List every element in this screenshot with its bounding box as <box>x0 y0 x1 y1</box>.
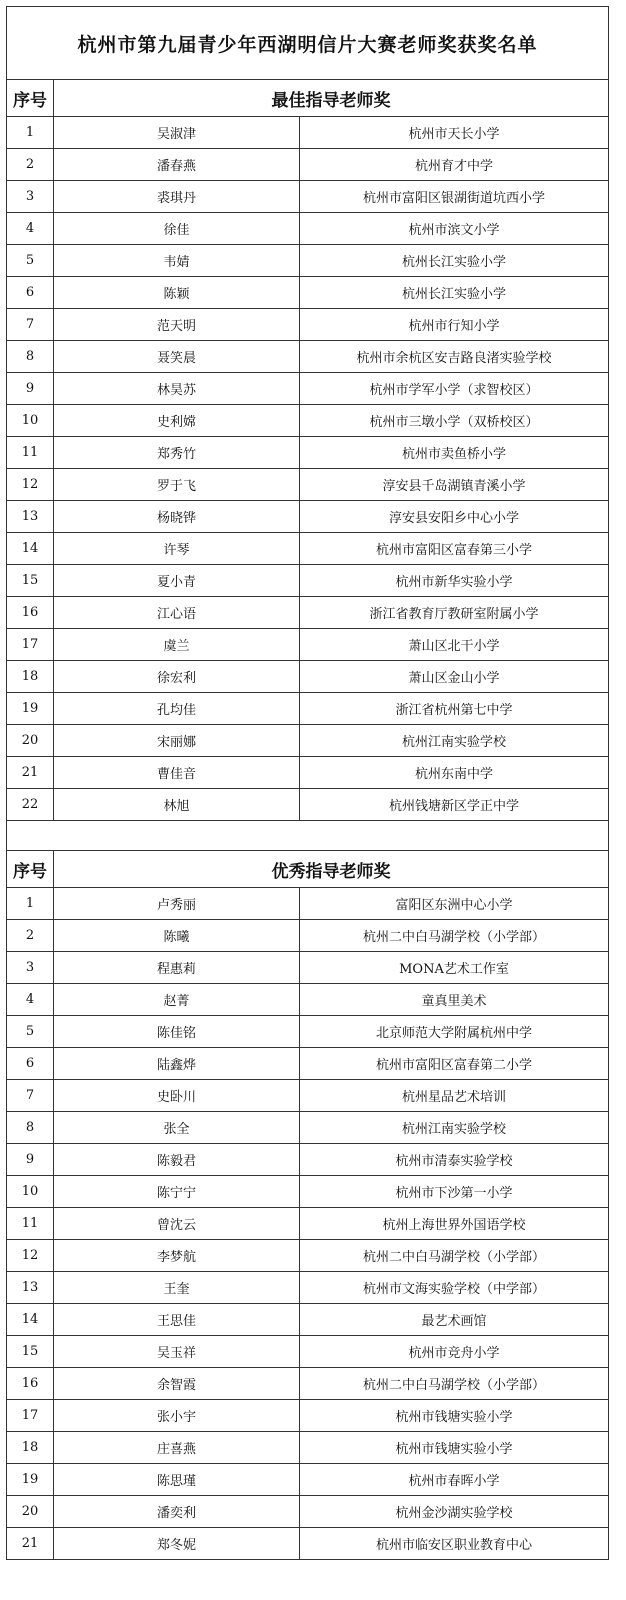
teacher-name: 宋丽娜 <box>54 725 300 757</box>
school-name: MONA艺术工作室 <box>300 952 609 984</box>
school-name: 杭州市余杭区安吉路良渚实验学校 <box>300 341 609 373</box>
school-name: 杭州市富阳区富春第三小学 <box>300 533 609 565</box>
school-name: 杭州市学军小学（求智校区） <box>300 373 609 405</box>
table-row <box>7 1336 609 1368</box>
row-number: 19 <box>7 1464 54 1496</box>
table-row <box>7 1528 609 1560</box>
table-row <box>7 1304 609 1336</box>
row-number: 16 <box>7 597 54 629</box>
row-number: 7 <box>7 309 54 341</box>
school-name: 杭州市卖鱼桥小学 <box>300 437 609 469</box>
row-number: 17 <box>7 1400 54 1432</box>
school-name: 浙江省教育厅教研室附属小学 <box>300 597 609 629</box>
school-name: 杭州市新华实验小学 <box>300 565 609 597</box>
award-list-sheet <box>6 6 608 1560</box>
school-name: 杭州江南实验学校 <box>300 1112 609 1144</box>
row-number: 3 <box>7 952 54 984</box>
table-row <box>7 469 609 501</box>
school-name: 浙江省杭州第七中学 <box>300 693 609 725</box>
row-number: 10 <box>7 405 54 437</box>
row-number: 20 <box>7 725 54 757</box>
table-row <box>7 245 609 277</box>
row-number: 19 <box>7 693 54 725</box>
row-number: 10 <box>7 1176 54 1208</box>
table-row <box>7 725 609 757</box>
table-row <box>7 1240 609 1272</box>
row-number: 18 <box>7 661 54 693</box>
row-number: 21 <box>7 757 54 789</box>
row-number: 7 <box>7 1080 54 1112</box>
section-header-row <box>7 80 609 117</box>
row-number: 14 <box>7 1304 54 1336</box>
table-row <box>7 629 609 661</box>
document-title: 杭州市第九届青少年西湖明信片大赛老师奖获奖名单 <box>7 7 609 80</box>
section-title: 优秀指导老师奖 <box>54 851 609 888</box>
row-number: 18 <box>7 1432 54 1464</box>
teacher-name: 陈思瑾 <box>54 1464 300 1496</box>
row-number: 21 <box>7 1528 54 1560</box>
row-number: 17 <box>7 629 54 661</box>
table-row <box>7 920 609 952</box>
table-row <box>7 1208 609 1240</box>
teacher-name: 李梦航 <box>54 1240 300 1272</box>
title-row <box>7 7 609 80</box>
row-number: 16 <box>7 1368 54 1400</box>
school-name: 杭州市春晖小学 <box>300 1464 609 1496</box>
table-row <box>7 661 609 693</box>
table-row <box>7 789 609 821</box>
row-number: 1 <box>7 888 54 920</box>
index-header: 序号 <box>7 80 54 117</box>
teacher-name: 曹佳音 <box>54 757 300 789</box>
section-title: 最佳指导老师奖 <box>54 80 609 117</box>
teacher-name: 余智霞 <box>54 1368 300 1400</box>
row-number: 6 <box>7 1048 54 1080</box>
teacher-name: 张全 <box>54 1112 300 1144</box>
table-row <box>7 181 609 213</box>
table-row <box>7 1464 609 1496</box>
row-number: 14 <box>7 533 54 565</box>
table-row <box>7 149 609 181</box>
teacher-name: 许琴 <box>54 533 300 565</box>
school-name: 童真里美术 <box>300 984 609 1016</box>
teacher-name: 程惠莉 <box>54 952 300 984</box>
teacher-name: 江心语 <box>54 597 300 629</box>
row-number: 12 <box>7 469 54 501</box>
row-number: 1 <box>7 117 54 149</box>
index-header: 序号 <box>7 851 54 888</box>
row-number: 11 <box>7 437 54 469</box>
table-row <box>7 984 609 1016</box>
row-number: 6 <box>7 277 54 309</box>
school-name: 杭州二中白马湖学校（小学部） <box>300 920 609 952</box>
teacher-name: 范天明 <box>54 309 300 341</box>
table-row <box>7 565 609 597</box>
school-name: 杭州二中白马湖学校（小学部） <box>300 1368 609 1400</box>
school-name: 淳安县安阳乡中心小学 <box>300 501 609 533</box>
school-name: 杭州市滨文小学 <box>300 213 609 245</box>
teacher-name: 陈佳铭 <box>54 1016 300 1048</box>
teacher-name: 庄喜燕 <box>54 1432 300 1464</box>
school-name: 杭州市行知小学 <box>300 309 609 341</box>
table-row <box>7 1048 609 1080</box>
teacher-name: 聂笑晨 <box>54 341 300 373</box>
table-row <box>7 1016 609 1048</box>
school-name: 杭州金沙湖实验学校 <box>300 1496 609 1528</box>
table-row <box>7 373 609 405</box>
school-name: 杭州市天长小学 <box>300 117 609 149</box>
teacher-name: 吴淑津 <box>54 117 300 149</box>
table-row <box>7 952 609 984</box>
teacher-name: 曾沈云 <box>54 1208 300 1240</box>
school-name: 淳安县千岛湖镇青溪小学 <box>300 469 609 501</box>
teacher-name: 杨晓铧 <box>54 501 300 533</box>
teacher-name: 虞兰 <box>54 629 300 661</box>
table-row <box>7 693 609 725</box>
row-number: 9 <box>7 1144 54 1176</box>
school-name: 杭州市三墩小学（双桥校区） <box>300 405 609 437</box>
teacher-name: 张小宇 <box>54 1400 300 1432</box>
school-name: 杭州东南中学 <box>300 757 609 789</box>
teacher-name: 卢秀丽 <box>54 888 300 920</box>
school-name: 杭州市钱塘实验小学 <box>300 1432 609 1464</box>
row-number: 20 <box>7 1496 54 1528</box>
table-row <box>7 1144 609 1176</box>
school-name: 杭州上海世界外国语学校 <box>300 1208 609 1240</box>
school-name: 杭州市下沙第一小学 <box>300 1176 609 1208</box>
table-row <box>7 1176 609 1208</box>
table-row <box>7 1432 609 1464</box>
school-name: 杭州市临安区职业教育中心 <box>300 1528 609 1560</box>
school-name: 富阳区东洲中心小学 <box>300 888 609 920</box>
school-name: 杭州市清泰实验学校 <box>300 1144 609 1176</box>
table-row <box>7 1400 609 1432</box>
teacher-name: 裘琪丹 <box>54 181 300 213</box>
table-row <box>7 1496 609 1528</box>
table-row <box>7 888 609 920</box>
teacher-name: 陈曦 <box>54 920 300 952</box>
teacher-name: 赵菁 <box>54 984 300 1016</box>
table-row <box>7 277 609 309</box>
school-name: 杭州市富阳区富春第二小学 <box>300 1048 609 1080</box>
table-row <box>7 405 609 437</box>
teacher-name: 郑秀竹 <box>54 437 300 469</box>
table-row <box>7 1112 609 1144</box>
table-row <box>7 437 609 469</box>
row-number: 4 <box>7 984 54 1016</box>
row-number: 15 <box>7 1336 54 1368</box>
teacher-name: 郑冬妮 <box>54 1528 300 1560</box>
row-number: 5 <box>7 245 54 277</box>
teacher-name: 徐宏利 <box>54 661 300 693</box>
teacher-name: 潘春燕 <box>54 149 300 181</box>
teacher-name: 史利嫦 <box>54 405 300 437</box>
school-name: 杭州长江实验小学 <box>300 245 609 277</box>
table-row <box>7 757 609 789</box>
row-number: 3 <box>7 181 54 213</box>
table-row <box>7 213 609 245</box>
table-row <box>7 501 609 533</box>
table-row <box>7 1272 609 1304</box>
school-name: 杭州星品艺术培训 <box>300 1080 609 1112</box>
teacher-name: 史卧川 <box>54 1080 300 1112</box>
table-row <box>7 117 609 149</box>
table-row <box>7 533 609 565</box>
school-name: 杭州市文海实验学校（中学部） <box>300 1272 609 1304</box>
row-number: 11 <box>7 1208 54 1240</box>
school-name: 杭州二中白马湖学校（小学部） <box>300 1240 609 1272</box>
row-number: 15 <box>7 565 54 597</box>
school-name: 萧山区北干小学 <box>300 629 609 661</box>
table-row <box>7 1080 609 1112</box>
school-name: 杭州育才中学 <box>300 149 609 181</box>
row-number: 4 <box>7 213 54 245</box>
teacher-name: 林昊苏 <box>54 373 300 405</box>
teacher-name: 韦婧 <box>54 245 300 277</box>
section-gap-cell <box>7 821 609 851</box>
teacher-name: 徐佳 <box>54 213 300 245</box>
section-header-row <box>7 851 609 888</box>
school-name: 北京师范大学附属杭州中学 <box>300 1016 609 1048</box>
teacher-name: 孔均佳 <box>54 693 300 725</box>
teacher-name: 陈颖 <box>54 277 300 309</box>
table-row <box>7 1368 609 1400</box>
teacher-name: 夏小青 <box>54 565 300 597</box>
table-row <box>7 309 609 341</box>
row-number: 2 <box>7 149 54 181</box>
teacher-name: 林旭 <box>54 789 300 821</box>
row-number: 5 <box>7 1016 54 1048</box>
row-number: 12 <box>7 1240 54 1272</box>
row-number: 2 <box>7 920 54 952</box>
teacher-name: 陆鑫烨 <box>54 1048 300 1080</box>
table-row <box>7 597 609 629</box>
row-number: 8 <box>7 1112 54 1144</box>
teacher-name: 陈毅君 <box>54 1144 300 1176</box>
row-number: 22 <box>7 789 54 821</box>
teacher-name: 陈宁宁 <box>54 1176 300 1208</box>
table-row <box>7 341 609 373</box>
school-name: 萧山区金山小学 <box>300 661 609 693</box>
row-number: 13 <box>7 501 54 533</box>
school-name: 杭州市富阳区银湖街道坑西小学 <box>300 181 609 213</box>
school-name: 杭州市竞舟小学 <box>300 1336 609 1368</box>
row-number: 13 <box>7 1272 54 1304</box>
teacher-name: 王奎 <box>54 1272 300 1304</box>
teacher-name: 潘奕利 <box>54 1496 300 1528</box>
school-name: 最艺术画馆 <box>300 1304 609 1336</box>
teacher-name: 王思佳 <box>54 1304 300 1336</box>
school-name: 杭州长江实验小学 <box>300 277 609 309</box>
row-number: 9 <box>7 373 54 405</box>
school-name: 杭州市钱塘实验小学 <box>300 1400 609 1432</box>
teacher-name: 吴玉祥 <box>54 1336 300 1368</box>
teacher-name: 罗于飞 <box>54 469 300 501</box>
award-table <box>6 6 609 1560</box>
school-name: 杭州江南实验学校 <box>300 725 609 757</box>
school-name: 杭州钱塘新区学正中学 <box>300 789 609 821</box>
row-number: 8 <box>7 341 54 373</box>
section-gap <box>7 821 609 851</box>
